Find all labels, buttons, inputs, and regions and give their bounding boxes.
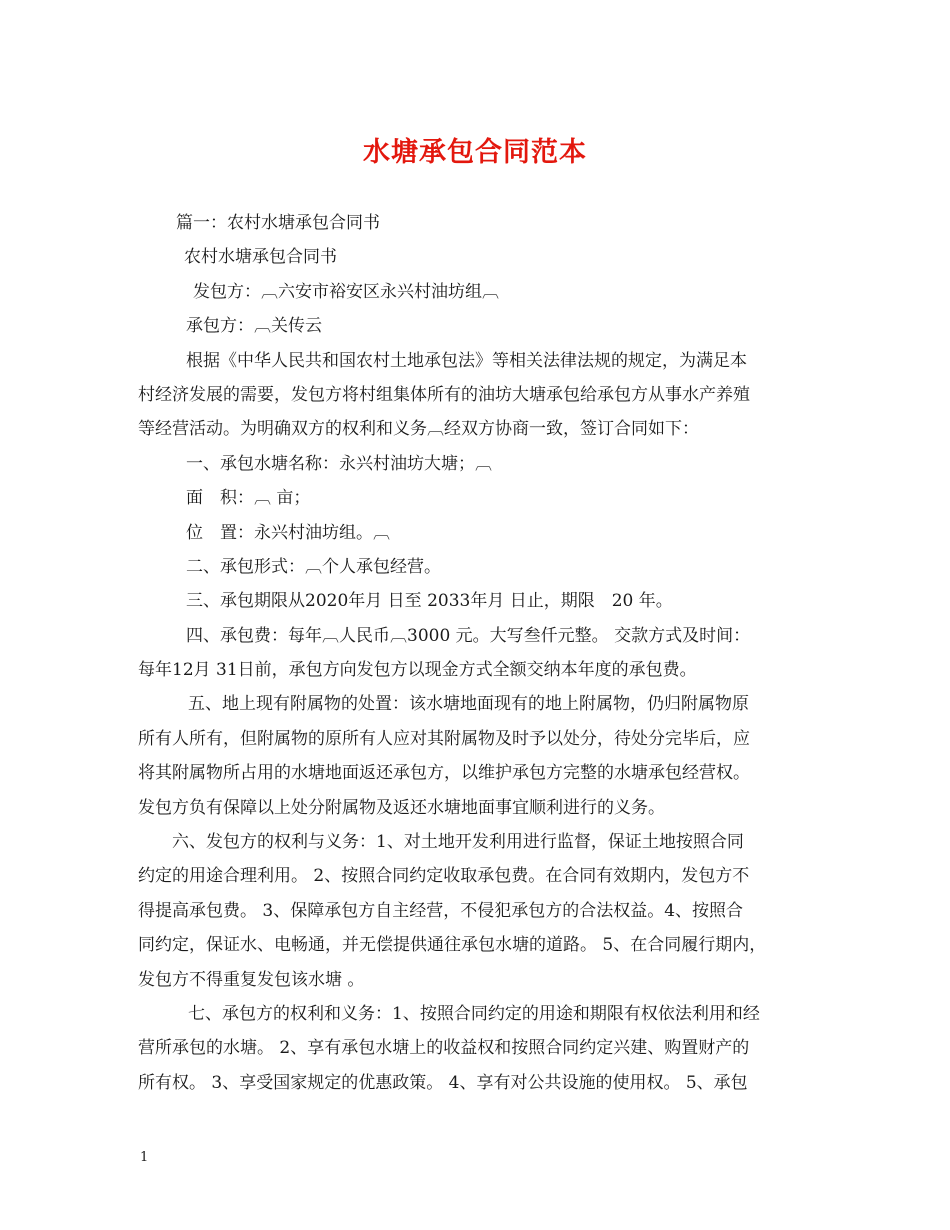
text-line: 所有人所有，但附属物的原所有人应对其附属物及时予以处分，待处分完毕后，应: [138, 728, 750, 749]
text-line: 承包方：︹关传云: [186, 316, 322, 337]
text-line: 发包方：︹六安市裕安区永兴村油坊组︹: [193, 281, 499, 302]
text-line: 七、承包方的权利和义务：1、按照合同约定的用途和期限有权依法利用和经: [188, 1003, 760, 1024]
text-line: 四、承包费：每年︹人民币︹3000 元。大写叁仟元整。 交款方式及时间：: [186, 625, 751, 646]
text-line: 一、承包水塘名称：永兴村油坊大塘；︹: [186, 453, 492, 474]
text-line: 同约定，保证水、电畅通，并无偿提供通往承包水塘的道路。 5、在合同履行期内，: [138, 935, 767, 956]
text-line: 营所承包的水塘。 2、享有承包水塘上的收益权和按照合同约定兴建、购置财产的: [138, 1038, 750, 1059]
text-line: 位 置：永兴村油坊组。︹: [186, 522, 390, 543]
text-line: 根据《中华人民共和国农村土地承包法》等相关法律法规的规定，为满足本: [186, 350, 747, 371]
text-line: 将其附属物所占用的水塘地面返还承包方，以维护承包方完整的水塘承包经营权。: [138, 763, 750, 784]
text-line: 发包方负有保障以上处分附属物及返还水塘地面事宜顺利进行的义务。: [138, 797, 665, 818]
document-body: [138, 206, 828, 1100]
text-line: 村经济发展的需要，发包方将村组集体所有的油坊大塘承包给承包方从事水产养殖: [138, 384, 750, 405]
text-line: 五、地上现有附属物的处置：该水塘地面现有的地上附属物，仍归附属物原: [188, 694, 749, 715]
document-title: 水塘承包合同范本: [363, 137, 587, 168]
text-line: 每年12月 31日前，承包方向发包方以现金方式全额交纳本年度的承包费。: [138, 660, 697, 681]
text-line: 面 积：︹ 亩；: [186, 488, 311, 509]
text-line: 得提高承包费。 3、保障承包方自主经营，不侵犯承包方的合法权益。4、按照合: [138, 900, 744, 921]
text-line: 六、发包方的权利与义务：1、对土地开发利用进行监督，保证土地按照合同: [172, 832, 744, 853]
text-line: 二、承包形式：︹个人承包经营。: [186, 556, 441, 577]
page-number: 1: [140, 1150, 149, 1165]
text-line: 发包方不得重复发包该水塘 。: [138, 969, 365, 990]
text-line: 所有权。 3、享受国家规定的优惠政策。 4、享有对公共设施的使用权。 5、承包: [138, 1072, 748, 1093]
text-line: 约定的用途合理利用。 2、按照合同约定收取承包费。在合同有效期内，发包方不: [138, 866, 750, 887]
text-line: 农村水塘承包合同书: [184, 247, 337, 268]
text-line: 三、承包期限从2020年月 日至 2033年月 日止，期限 20 年。: [186, 591, 673, 612]
text-line: 等经营活动。为明确双方的权利和义务︹经双方协商一致，签订合同如下：: [138, 419, 699, 440]
text-line: 篇一：农村水塘承包合同书: [176, 213, 380, 233]
